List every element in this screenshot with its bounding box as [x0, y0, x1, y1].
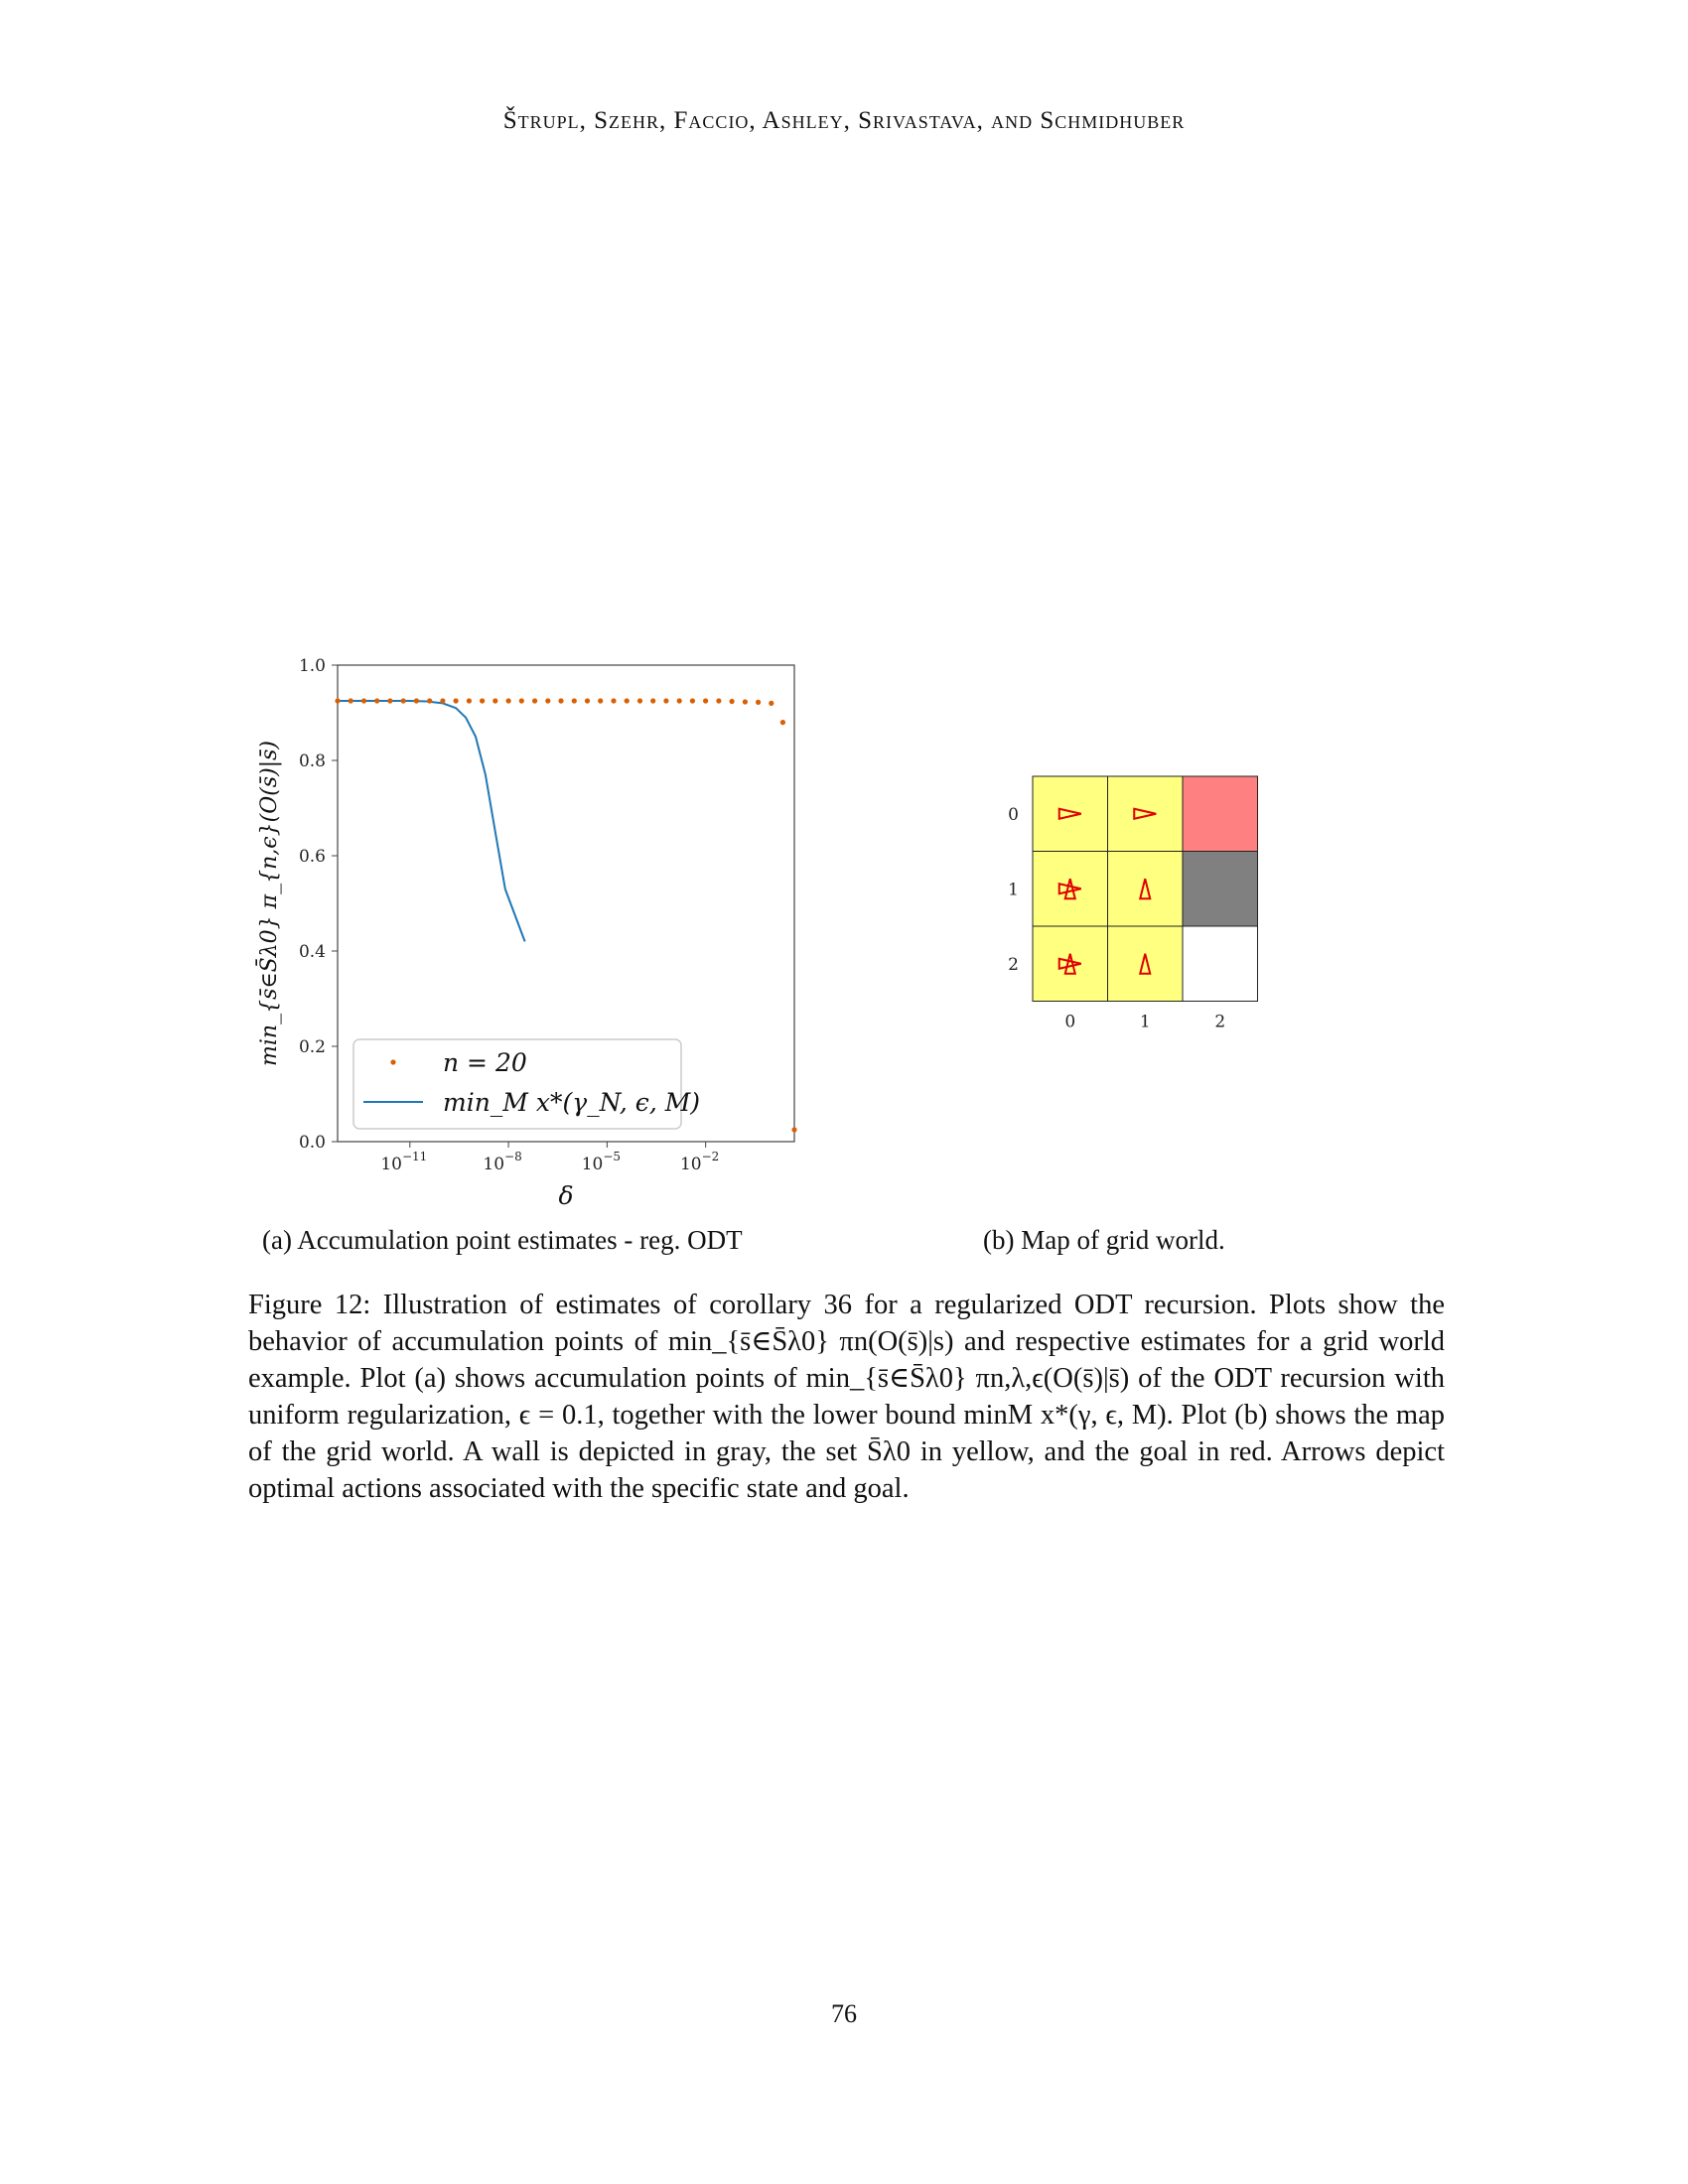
grid-cell-set: [1033, 776, 1108, 852]
y-tick-label: 0.8: [298, 751, 326, 771]
row-label: 0: [1008, 804, 1019, 825]
data-point-n20: [791, 1127, 796, 1132]
grid-cell-set: [1033, 852, 1108, 927]
data-point-n20: [756, 700, 761, 705]
data-point-n20: [506, 698, 511, 703]
data-point-n20: [454, 698, 459, 703]
data-point-n20: [769, 701, 774, 706]
data-point-n20: [480, 698, 485, 703]
grid-cell-wall: [1183, 852, 1258, 927]
accumulation-point-chart: [248, 645, 804, 1221]
data-point-n20: [585, 698, 590, 703]
x-tick-label: $10^{-11}$: [380, 1150, 428, 1174]
data-point-n20: [625, 698, 630, 703]
x-axis-label: δ: [558, 1181, 574, 1210]
data-point-n20: [401, 698, 406, 703]
y-tick-label: 0.6: [298, 847, 326, 867]
y-tick-label: 0.0: [298, 1133, 326, 1153]
data-point-n20: [677, 698, 682, 703]
data-point-n20: [374, 698, 379, 703]
data-point-n20: [663, 698, 668, 703]
data-point-n20: [572, 698, 577, 703]
row-label: 2: [1008, 954, 1019, 975]
grid-world-map: [993, 774, 1291, 1062]
legend-label-n20: n = 20: [443, 1048, 527, 1077]
grid-cell-set: [1033, 926, 1108, 1002]
data-point-n20: [427, 698, 432, 703]
y-tick-label: 0.4: [298, 942, 326, 962]
x-tick-label: $10^{-5}$: [581, 1150, 622, 1174]
data-point-n20: [492, 698, 497, 703]
data-point-n20: [361, 698, 366, 703]
subfigure-b-caption: (b) Map of grid world.: [983, 1225, 1225, 1255]
y-tick-label: 1.0: [298, 656, 326, 676]
data-point-n20: [467, 698, 472, 703]
page-number: 76: [831, 1999, 857, 2028]
grid-cell-goal: [1183, 776, 1258, 852]
series-line-lower-bound: [338, 701, 525, 941]
data-point-n20: [387, 698, 392, 703]
data-point-n20: [598, 698, 603, 703]
data-point-n20: [730, 699, 735, 704]
grid-cell-set: [1108, 776, 1184, 852]
data-point-n20: [650, 698, 655, 703]
data-point-n20: [558, 698, 563, 703]
y-tick-label: 0.2: [298, 1037, 326, 1057]
running-head: Štrupl, Szehr, Faccio, Ashley, Srivastava, and Schmidhuber: [502, 107, 1186, 134]
data-point-n20: [611, 698, 616, 703]
data-point-n20: [703, 698, 708, 703]
grid-cell-set: [1108, 926, 1184, 1002]
col-label: 2: [1214, 1012, 1226, 1032]
data-point-n20: [545, 698, 550, 703]
data-point-n20: [690, 698, 695, 703]
col-label: 1: [1139, 1012, 1151, 1032]
legend-label-lower-bound: min_M x*(γ_N, ϵ, M): [443, 1088, 701, 1117]
col-label: 0: [1064, 1012, 1076, 1032]
figure-caption: Figure 12: Illustration of estimates of corollary 36 for a regularized ODT recursion. Plots show the behavior of accumulation points of min_{s̄∈S̄λ0} πn(O(s̄)|s) and respective estimates for a grid world example. Plot (a) shows accumulation points of min_{s̄∈S̄λ0} πn,λ,ϵ(O(s̄)|s̄) of the ODT recursion with uniform regularization, ϵ = 0.1, together with the lower bound minM x*(γ, ϵ, M). Plot (b) shows the map of the grid world. A wall is depicted in gray, the set S̄λ0 in yellow, and the goal in red. Arrows depict optimal actions associated with the specific state and goal.: [248, 1290, 1445, 1504]
data-point-n20: [440, 698, 445, 703]
subfigure-a-caption: (a) Accumulation point estimates - reg. ODT: [262, 1225, 743, 1255]
data-point-n20: [349, 698, 353, 703]
data-point-n20: [637, 698, 642, 703]
grid-cell-free: [1183, 926, 1258, 1002]
row-label: 1: [1008, 880, 1019, 900]
legend-marker-n20: [390, 1059, 395, 1064]
data-point-n20: [414, 698, 419, 703]
legend: [353, 1039, 700, 1129]
data-point-n20: [335, 698, 340, 703]
data-point-n20: [780, 720, 785, 725]
data-point-n20: [743, 699, 748, 704]
x-tick-label: $10^{-2}$: [679, 1150, 720, 1174]
x-tick-label: $10^{-8}$: [483, 1150, 522, 1174]
data-point-n20: [532, 698, 537, 703]
data-point-n20: [519, 698, 524, 703]
y-axis-label: min_{s̄∈S̄λ0} π_{n,ϵ}(O(s̄)|s̄): [257, 741, 282, 1066]
data-point-n20: [716, 698, 721, 703]
grid-cell-set: [1108, 852, 1184, 927]
